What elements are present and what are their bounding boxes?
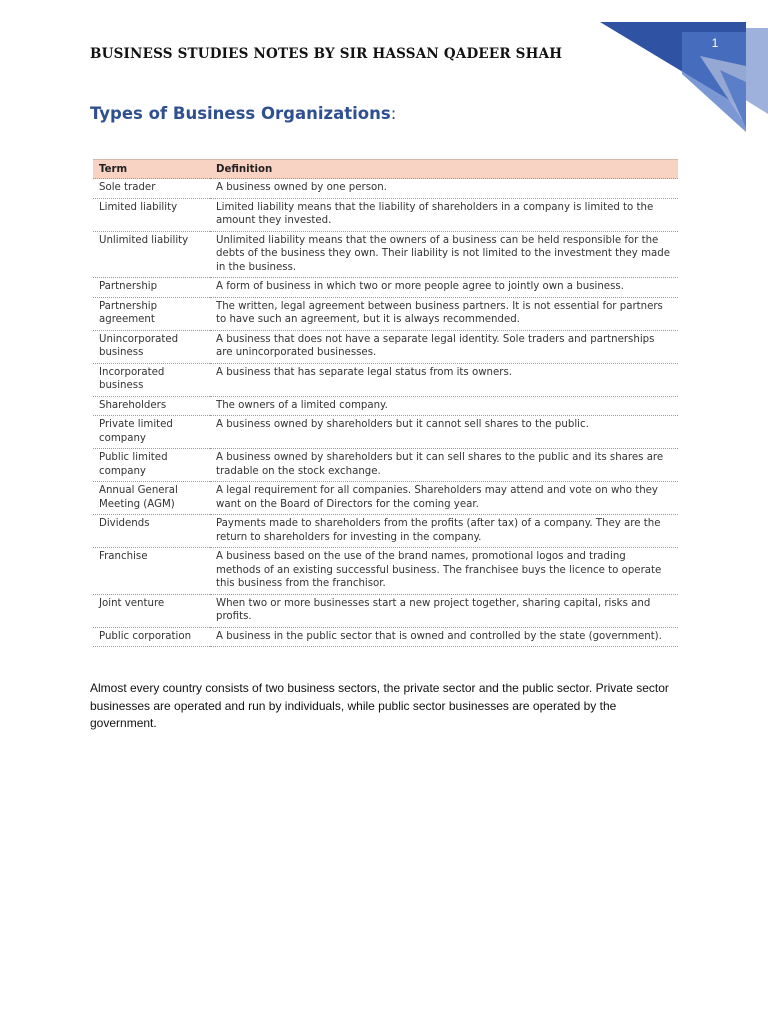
definition-cell: Unlimited liability means that the owners of a business can be held responsible for the debts of the business they own. Their liability is not limited to the investment they made in the business. — [210, 231, 678, 278]
term-cell: Partnership — [93, 278, 210, 298]
definition-cell: The written, legal agreement between business partners. It is not essential for partners to have such an agreement, but it is always recommended. — [210, 297, 678, 330]
table-row — [93, 627, 678, 647]
table-row — [93, 297, 678, 330]
term-cell: Shareholders — [93, 396, 210, 416]
table-row — [93, 594, 678, 627]
term-cell: Public limited company — [93, 449, 210, 482]
page-number: 1 — [711, 36, 719, 50]
definition-cell: A business that has separate legal status from its owners. — [210, 363, 678, 396]
term-cell: Limited liability — [93, 198, 210, 231]
term-cell: Public corporation — [93, 627, 210, 647]
definition-cell: A business in the public sector that is owned and controlled by the state (government). — [210, 627, 678, 647]
definition-cell: A legal requirement for all companies. Shareholders may attend and vote on who they want on the Board of Directors for the coming year. — [210, 482, 678, 515]
table-row — [93, 231, 678, 278]
table-header-row — [93, 160, 678, 179]
term-cell: Unlimited liability — [93, 231, 210, 278]
table-row — [93, 330, 678, 363]
document-header: BUSINESS STUDIES NOTES BY SIR HASSAN QADEER SHAH — [90, 46, 563, 62]
table-row — [93, 548, 678, 595]
term-cell: Unincorporated business — [93, 330, 210, 363]
page-title-text: Types of Business Organizations — [90, 104, 391, 123]
definition-cell: A business owned by shareholders but it cannot sell shares to the public. — [210, 416, 678, 449]
table-row — [93, 515, 678, 548]
column-header-definition: Definition — [210, 160, 678, 179]
definition-cell: Limited liability means that the liability of shareholders in a company is limited to the amount they invested. — [210, 198, 678, 231]
term-cell: Joint venture — [93, 594, 210, 627]
table-row — [93, 482, 678, 515]
table-row — [93, 396, 678, 416]
term-cell: Dividends — [93, 515, 210, 548]
corner-decoration — [600, 22, 768, 132]
table-row — [93, 179, 678, 199]
page-title — [90, 104, 396, 123]
terms-table — [93, 159, 678, 647]
definition-cell: When two or more businesses start a new project together, sharing capital, risks and profits. — [210, 594, 678, 627]
table-row — [93, 363, 678, 396]
definition-cell: The owners of a limited company. — [210, 396, 678, 416]
term-cell: Partnership agreement — [93, 297, 210, 330]
term-cell: Franchise — [93, 548, 210, 595]
term-cell: Sole trader — [93, 179, 210, 199]
table-row — [93, 449, 678, 482]
definition-cell: A business based on the use of the brand names, promotional logos and trading methods of an existing successful business. The franchisee buys the licence to operate this business from the franchisor. — [210, 548, 678, 595]
term-cell: Annual General Meeting (AGM) — [93, 482, 210, 515]
definition-cell: Payments made to shareholders from the profits (after tax) of a company. They are the return to shareholders for investing in the company. — [210, 515, 678, 548]
definition-cell: A form of business in which two or more people agree to jointly own a business. — [210, 278, 678, 298]
table-body — [93, 179, 678, 647]
table-row — [93, 416, 678, 449]
body-paragraph: Almost every country consists of two business sectors, the private sector and the public sector. Private sector businesses are operated and run by individuals, while public sector businesses are operated by the government. — [90, 681, 669, 730]
term-cell: Incorporated business — [93, 363, 210, 396]
column-header-term: Term — [93, 160, 210, 179]
definition-cell: A business owned by one person. — [210, 179, 678, 199]
definition-cell: A business that does not have a separate legal identity. Sole traders and partnerships are unincorporated businesses. — [210, 330, 678, 363]
term-cell: Private limited company — [93, 416, 210, 449]
definition-cell: A business owned by shareholders but it can sell shares to the public and its shares are tradable on the stock exchange. — [210, 449, 678, 482]
page-title-colon: : — [390, 104, 397, 123]
table-row — [93, 278, 678, 298]
table-row — [93, 198, 678, 231]
